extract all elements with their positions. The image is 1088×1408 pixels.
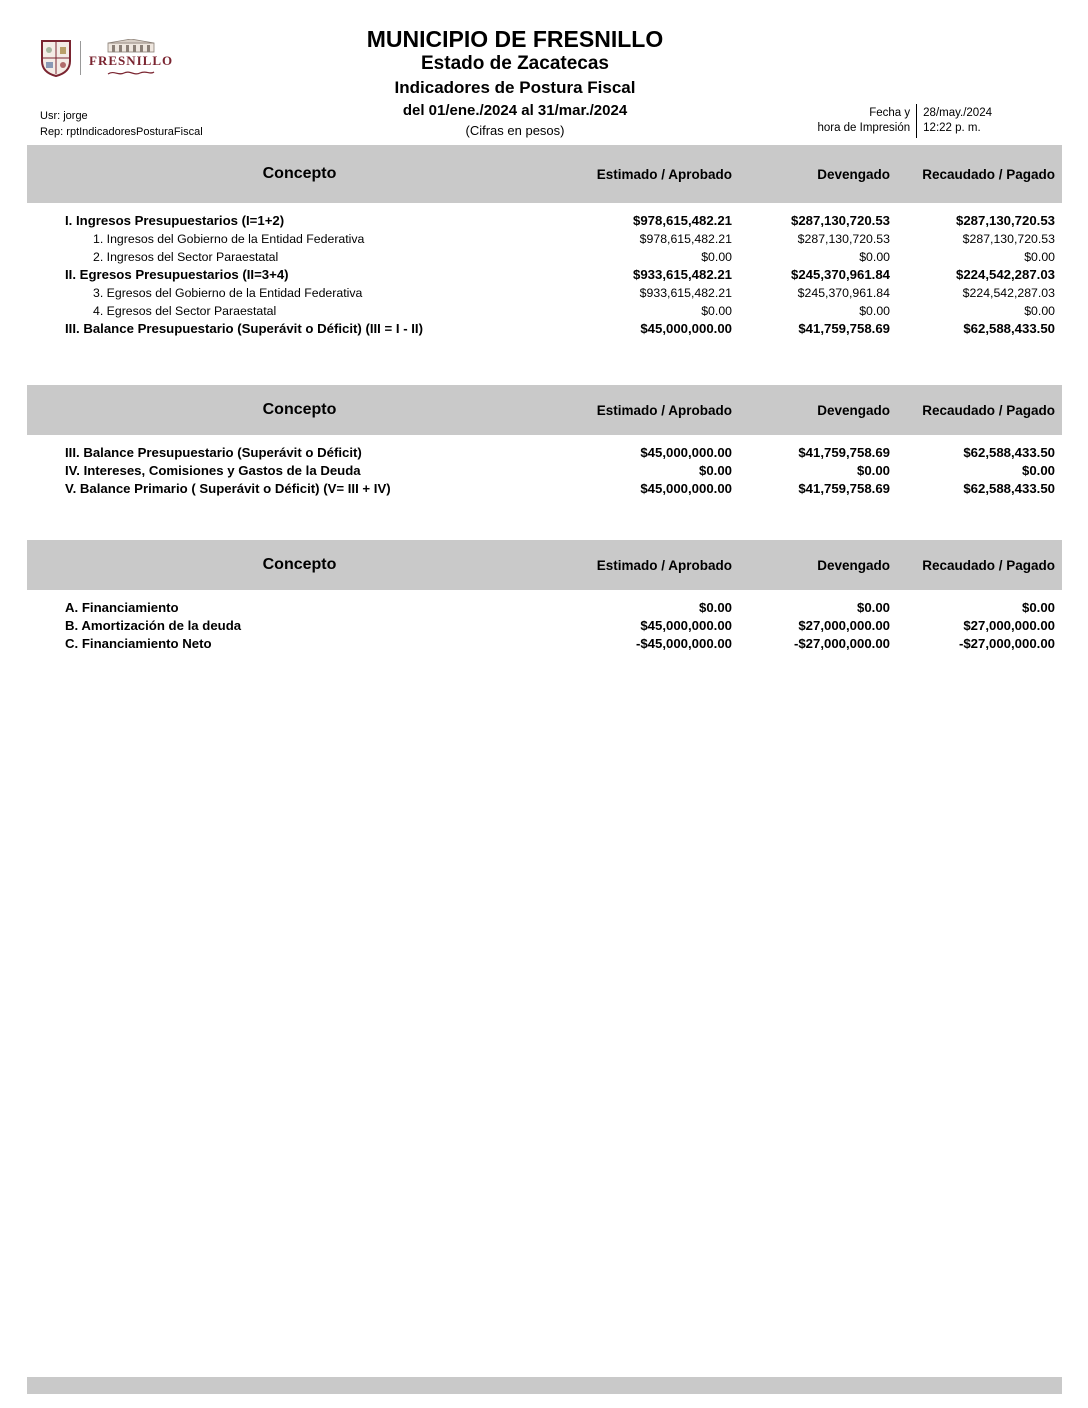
logo-name: FRESNILLO — [89, 53, 174, 68]
row-value: $41,759,758.69 — [798, 481, 890, 496]
print-label-line2: hora de Impresión — [817, 122, 911, 134]
table-row — [27, 266, 1062, 284]
print-label-line1: Fecha y — [869, 107, 911, 119]
state-subtitle: Estado de Zacatecas — [421, 53, 609, 74]
row-value: $0.00 — [698, 600, 732, 615]
column-header-concepto: Concepto — [262, 556, 337, 573]
row-value: $0.00 — [856, 463, 890, 478]
row-value: $0.00 — [859, 250, 890, 264]
row-value: $45,000,000.00 — [640, 618, 732, 633]
table-section-balance — [27, 385, 1062, 498]
table-row — [27, 480, 1062, 498]
row-value: $933,615,482.21 — [639, 286, 732, 300]
units-note: (Cifras en pesos) — [465, 123, 565, 138]
row-label: 4. Egresos del Sector Paraestatal — [93, 304, 277, 318]
row-value: $0.00 — [856, 600, 890, 615]
column-header-recaudado: Recaudado / Pagado — [922, 166, 1055, 182]
column-header-devengado: Devengado — [817, 557, 890, 573]
print-time: 12:22 p. m. — [923, 122, 981, 134]
row-value: $287,130,720.53 — [790, 213, 890, 228]
table-row — [27, 617, 1062, 635]
table-rows — [27, 599, 1062, 653]
table-header — [27, 540, 1062, 590]
row-value: $0.00 — [859, 304, 890, 318]
user-label: Usr: jorge — [40, 110, 88, 122]
row-value: -$45,000,000.00 — [635, 636, 732, 651]
table-header — [27, 385, 1062, 435]
row-value: $0.00 — [1024, 304, 1055, 318]
row-value: $41,759,758.69 — [798, 321, 890, 336]
table-row — [27, 444, 1062, 462]
column-header-devengado: Devengado — [817, 402, 890, 418]
row-label: II. Egresos Presupuestarios (II=3+4) — [65, 267, 289, 282]
column-header-recaudado: Recaudado / Pagado — [922, 557, 1055, 573]
row-value: $27,000,000.00 — [963, 618, 1055, 633]
column-header-concepto: Concepto — [262, 165, 337, 182]
row-value: $245,370,961.84 — [797, 286, 890, 300]
column-header-concepto: Concepto — [262, 401, 337, 418]
report-period: del 01/ene./2024 al 31/mar./2024 — [402, 102, 628, 119]
column-header-estimado: Estimado / Aprobado — [596, 402, 732, 418]
row-label: V. Balance Primario ( Superávit o Déficit) (V= III + IV) — [65, 481, 391, 496]
print-info-labels — [817, 106, 916, 136]
row-value: $287,130,720.53 — [955, 213, 1055, 228]
row-value: -$27,000,000.00 — [958, 636, 1055, 651]
row-value: $41,759,758.69 — [798, 445, 890, 460]
column-header-estimado: Estimado / Aprobado — [596, 166, 732, 182]
table-row — [27, 320, 1062, 338]
row-value: $27,000,000.00 — [798, 618, 890, 633]
row-value: $62,588,433.50 — [963, 445, 1055, 460]
table-section-financiamiento — [27, 540, 1062, 653]
row-value: $62,588,433.50 — [963, 321, 1055, 336]
row-value: $224,542,287.03 — [955, 267, 1055, 282]
column-header-recaudado: Recaudado / Pagado — [922, 402, 1055, 418]
row-value: $45,000,000.00 — [640, 481, 732, 496]
table-row — [27, 248, 1062, 266]
table-row — [27, 599, 1062, 617]
column-header-estimado: Estimado / Aprobado — [596, 557, 732, 573]
row-value: $45,000,000.00 — [640, 445, 732, 460]
table-rows — [27, 444, 1062, 498]
page-title: MUNICIPIO DE FRESNILLO — [366, 26, 664, 52]
row-value: -$27,000,000.00 — [793, 636, 890, 651]
row-value: $0.00 — [701, 250, 732, 264]
row-value: $287,130,720.53 — [797, 232, 890, 246]
row-value: $978,615,482.21 — [639, 232, 732, 246]
row-label: 3. Egresos del Gobierno de la Entidad Federativa — [93, 286, 363, 300]
table-rows — [27, 212, 1062, 338]
table-row — [27, 462, 1062, 480]
table-row — [27, 635, 1062, 653]
print-info — [817, 104, 992, 138]
row-value: $45,000,000.00 — [640, 321, 732, 336]
row-value: $933,615,482.21 — [632, 267, 732, 282]
row-value: $224,542,287.03 — [962, 286, 1055, 300]
table-section-budget — [27, 145, 1062, 338]
row-value: $978,615,482.21 — [632, 213, 732, 228]
report-label: Rep: rptIndicadoresPosturaFiscal — [40, 126, 203, 138]
row-value: $287,130,720.53 — [962, 232, 1055, 246]
row-value: $0.00 — [1024, 250, 1055, 264]
report-name: Indicadores de Postura Fiscal — [394, 78, 636, 97]
table-row — [27, 284, 1062, 302]
row-value: $0.00 — [698, 463, 732, 478]
table-row — [27, 302, 1062, 320]
footer-bar — [27, 1377, 1062, 1394]
row-label: A. Financiamiento — [65, 600, 179, 615]
row-value: $0.00 — [1021, 600, 1055, 615]
table-row — [27, 230, 1062, 248]
row-label: 2. Ingresos del Sector Paraestatal — [93, 250, 279, 264]
row-label: IV. Intereses, Comisiones y Gastos de la Deuda — [65, 463, 361, 478]
row-value: $0.00 — [1021, 463, 1055, 478]
row-value: $0.00 — [701, 304, 732, 318]
row-value: $245,370,961.84 — [790, 267, 890, 282]
column-header-devengado: Devengado — [817, 166, 890, 182]
print-info-values — [917, 106, 992, 136]
row-label: III. Balance Presupuestario (Superávit o Déficit) (III = I - II) — [65, 321, 423, 336]
row-label: III. Balance Presupuestario (Superávit o Déficit) — [65, 445, 362, 460]
print-date: 28/may./2024 — [923, 107, 992, 119]
row-value: $62,588,433.50 — [963, 481, 1055, 496]
table-row — [27, 212, 1062, 230]
row-label: 1. Ingresos del Gobierno de la Entidad Federativa — [93, 232, 365, 246]
row-label: I. Ingresos Presupuestarios (I=1+2) — [65, 213, 285, 228]
meta-left — [40, 108, 203, 140]
row-label: B. Amortización de la deuda — [65, 618, 242, 633]
table-header — [27, 145, 1062, 203]
row-label: C. Financiamiento Neto — [65, 636, 212, 651]
